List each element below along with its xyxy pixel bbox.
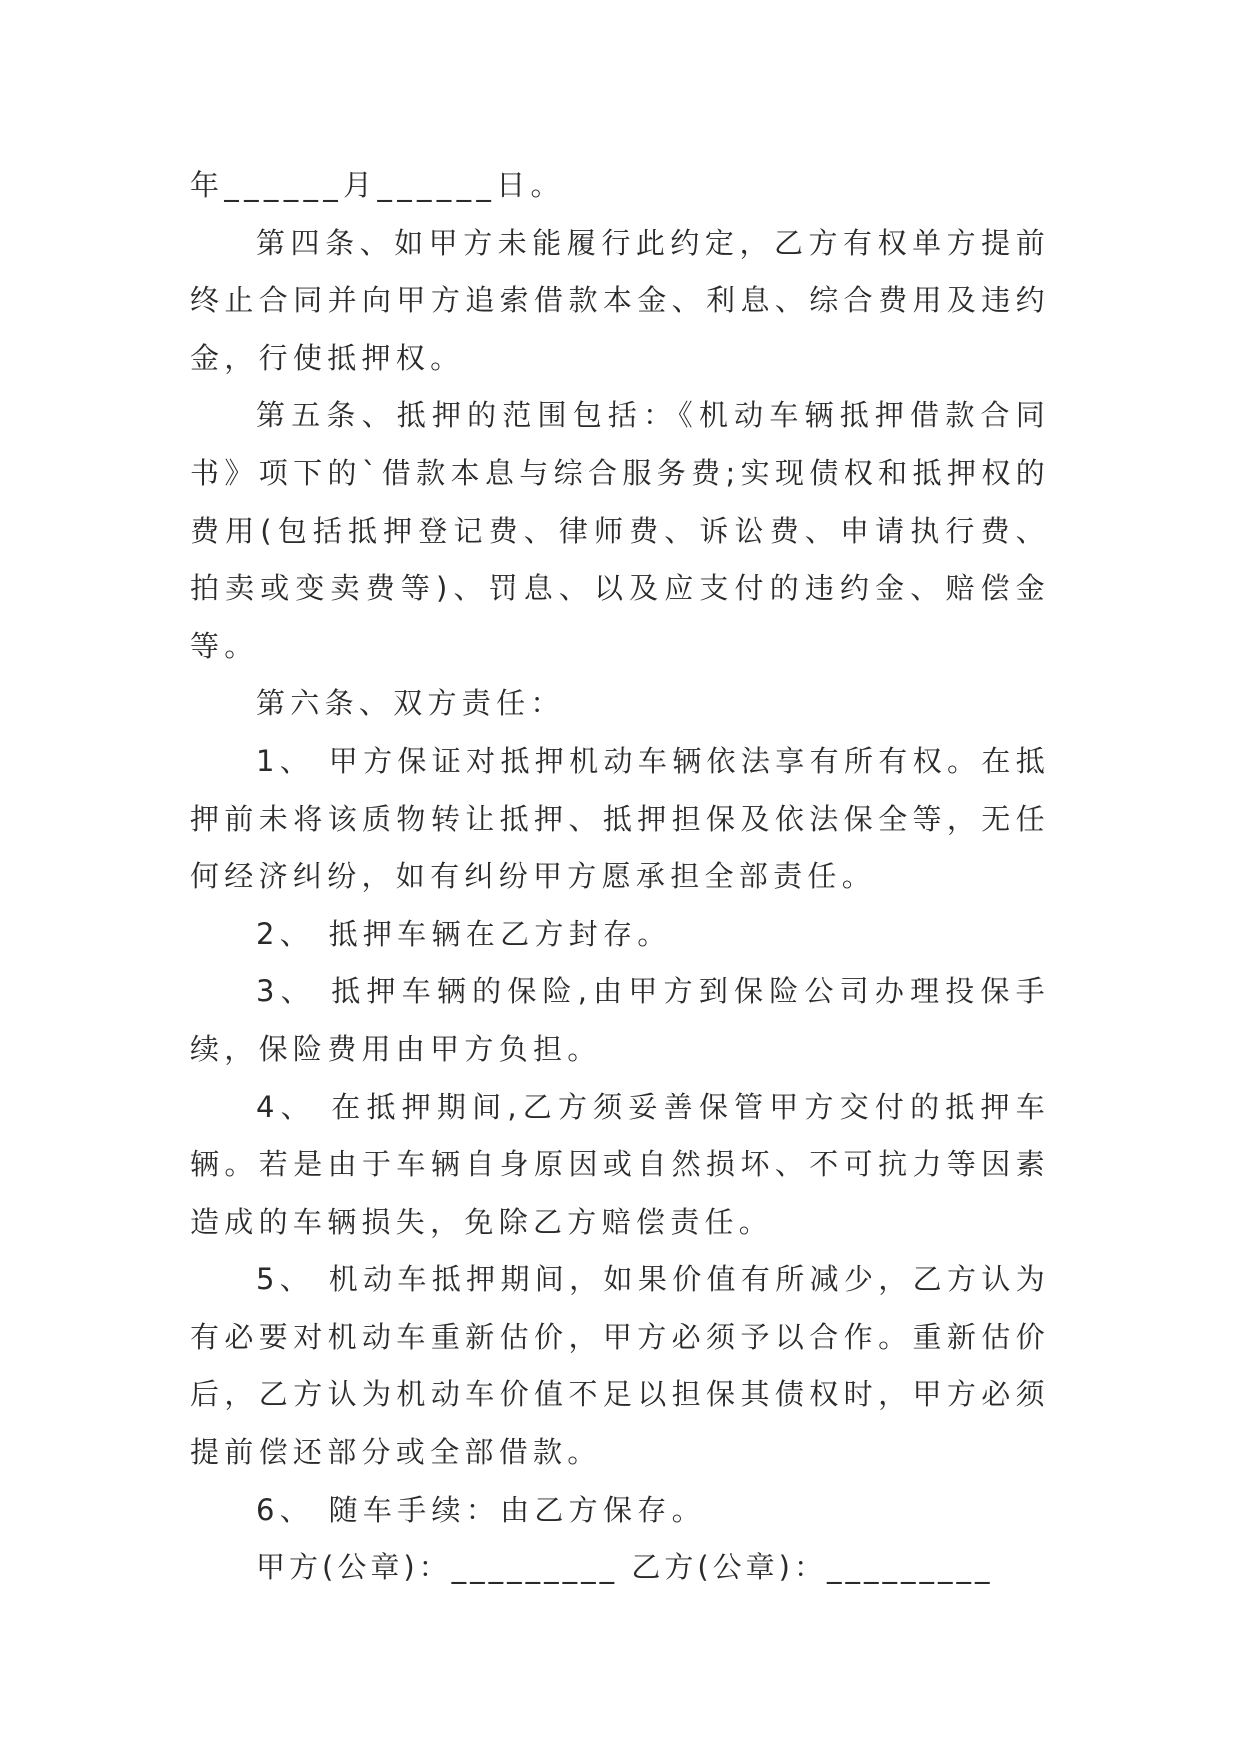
article-5-paragraph: 第五条、抵押的范围包括：《机动车辆抵押借款合同书》项下的`借款本息与综合服务费;实现债权和抵押权的费用(包括抵押登记费、律师费、诉讼费、申请执行费、拍卖或变卖费等)、罚息、以及应支付的违约金、赔偿金等。	[190, 398, 1050, 663]
party-b-signature: 乙方(公章)：_________	[631, 1550, 994, 1585]
clause-1-paragraph: 1、 甲方保证对抵押机动车辆依法享有所有权。在抵押前未将该质物转让抵押、抵押担保及依法保全等，无任何经济纠纷，如有纠纷甲方愿承担全部责任。	[190, 743, 1050, 894]
party-a-signature: 甲方(公章)：_________	[256, 1550, 619, 1585]
article-4-paragraph: 第四条、如甲方未能履行此约定，乙方有权单方提前终止合同并向甲方追索借款本金、利息、综合费用及违约金，行使抵押权。	[190, 225, 1050, 375]
clause-2-paragraph: 2、 抵押车辆在乙方封存。	[256, 916, 672, 951]
clause-4-paragraph: 4、 在抵押期间,乙方须妥善保管甲方交付的抵押车辆。若是由于车辆自身原因或自然损坏、不可抗力等因素造成的车辆损失，免除乙方赔偿责任。	[190, 1089, 1050, 1239]
clause-5-paragraph: 5、 机动车抵押期间，如果价值有所减少，乙方认为有必要对机动车重新估价，甲方必须予以合作。重新估价后，乙方认为机动车价值不足以担保其债权时，甲方必须提前偿还部分或全部借款。	[190, 1262, 1050, 1470]
date-line: 年______月______日。	[190, 168, 565, 202]
signature-line	[190, 1539, 1050, 1597]
clause-3-paragraph: 3、 抵押车辆的保险,由甲方到保险公司办理投保手续，保险费用由甲方负担。	[190, 974, 1050, 1066]
article-6-heading: 第六条、双方责任：	[256, 686, 565, 721]
clause-6-paragraph: 6、 随车手续：由乙方保存。	[256, 1492, 706, 1527]
document-body	[190, 157, 1050, 1597]
